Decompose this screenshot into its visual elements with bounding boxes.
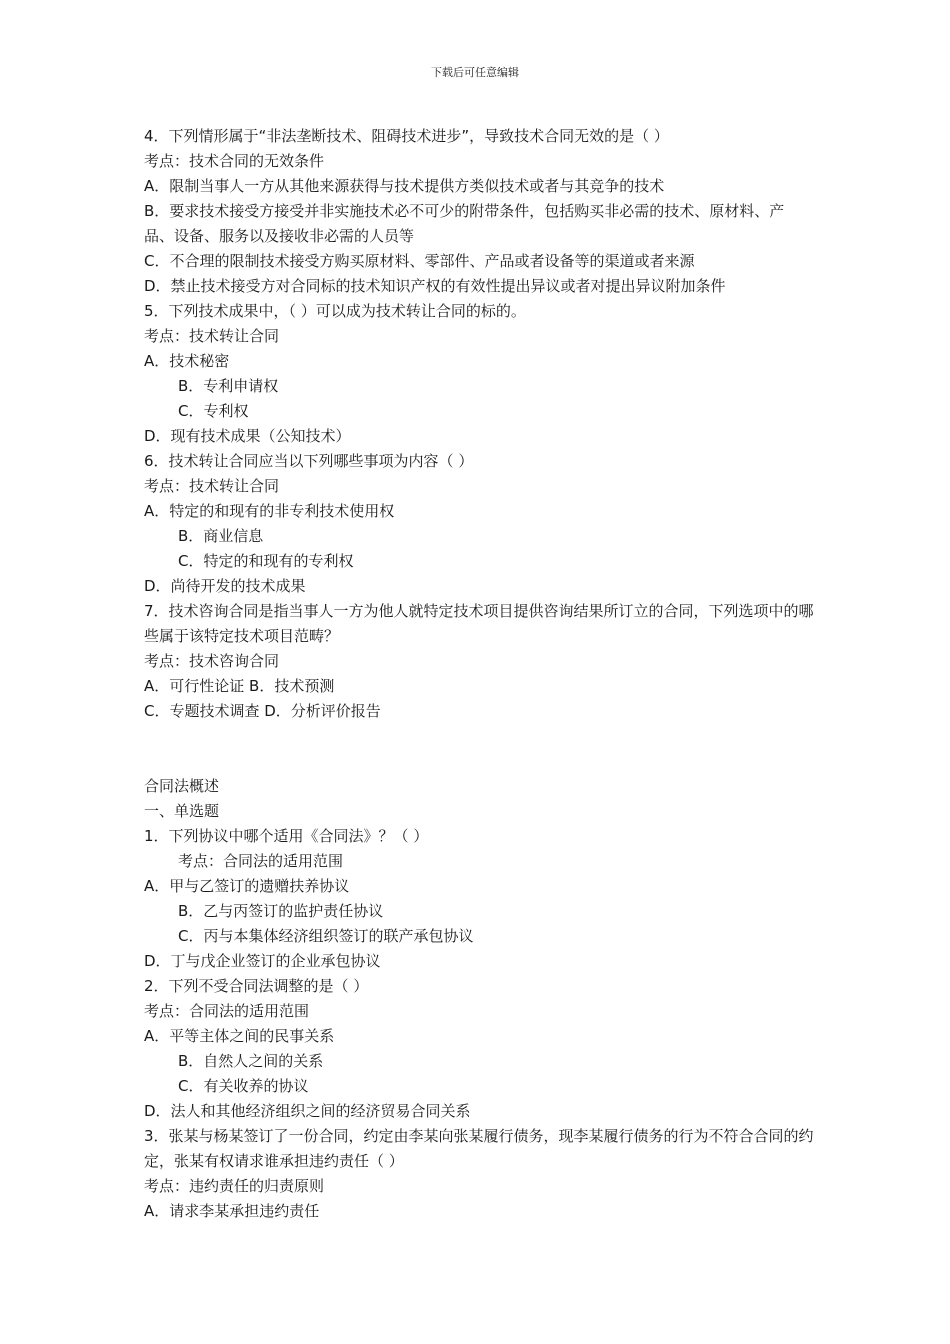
- option-b: B．要求技术接受方接受并非实施技术必不可少的附带条件，包括购买非必需的技术、原材料、产品、设备、服务以及接收非必需的人员等: [144, 202, 785, 245]
- question-3: 3．张某与杨某签订了一份合同，约定由李某向张某履行债务，现李某履行债务的行为不符合合同的约定，张某有权请求谁承担违约责任（ ）: [144, 1127, 814, 1170]
- question-6: 6．技术转让合同应当以下列哪些事项为内容（ ）: [144, 452, 474, 470]
- section-title: 合同法概述: [144, 777, 220, 795]
- option-d: D．现有技术成果（公知技术）: [144, 427, 351, 445]
- option-a: A．甲与乙签订的遗赠扶养协议: [144, 877, 350, 895]
- option-a: A．技术秘密: [144, 352, 230, 370]
- document-body: [144, 124, 814, 1224]
- option-c: C．丙与本集体经济组织签订的联产承包协议: [178, 927, 474, 945]
- option-a: A．平等主体之间的民事关系: [144, 1027, 335, 1045]
- option-c: C．不合理的限制技术接受方购买原材料、零部件、产品或者设备等的渠道或者来源: [144, 252, 695, 270]
- key-point: 考点：合同法的适用范围: [178, 852, 344, 870]
- option-d: D．丁与戊企业签订的企业承包协议: [144, 952, 381, 970]
- option-b: B．乙与丙签订的监护责任协议: [178, 902, 384, 920]
- option-cd: C．专题技术调查 D．分析评价报告: [144, 702, 381, 720]
- key-point: 考点：技术合同的无效条件: [144, 152, 325, 170]
- option-d: D．法人和其他经济组织之间的经济贸易合同关系: [144, 1102, 471, 1120]
- subsection-title: 一、单选题: [144, 802, 220, 820]
- question-5: 5．下列技术成果中，（ ）可以成为技术转让合同的标的。: [144, 302, 526, 320]
- question-7: 7．技术咨询合同是指当事人一方为他人就特定技术项目提供咨询结果所订立的合同，下列选项中的哪些属于该特定技术项目范畴？: [144, 602, 814, 645]
- key-point: 考点：技术咨询合同: [144, 652, 280, 670]
- section-spacer: [144, 724, 814, 774]
- option-c: C．特定的和现有的专利权: [178, 552, 354, 570]
- key-point: 考点：技术转让合同: [144, 327, 280, 345]
- option-a: A．请求李某承担违约责任: [144, 1202, 320, 1220]
- option-a: A．特定的和现有的非专利技术使用权: [144, 502, 395, 520]
- option-b: B．商业信息: [178, 527, 264, 545]
- option-b: B．自然人之间的关系: [178, 1052, 324, 1070]
- question-2: 2．下列不受合同法调整的是（ ）: [144, 977, 369, 995]
- key-point: 考点：合同法的适用范围: [144, 1002, 310, 1020]
- question-1: 1．下列协议中哪个适用《合同法》？（ ）: [144, 827, 429, 845]
- option-b: B．专利申请权: [178, 377, 279, 395]
- option-d: D．尚待开发的技术成果: [144, 577, 306, 595]
- option-a: A．限制当事人一方从其他来源获得与技术提供方类似技术或者与其竞争的技术: [144, 177, 665, 195]
- key-point: 考点：技术转让合同: [144, 477, 280, 495]
- page-header: 下载后可任意编辑: [431, 66, 519, 79]
- option-d: D．禁止技术接受方对合同标的技术知识产权的有效性提出异议或者对提出异议附加条件: [144, 277, 726, 295]
- option-c: C．专利权: [178, 402, 249, 420]
- question-4: 4．下列情形属于“非法垄断技术、阻碍技术进步”，导致技术合同无效的是（ ）: [144, 127, 669, 145]
- option-c: C．有关收养的协议: [178, 1077, 309, 1095]
- option-ab: A．可行性论证 B．技术预测: [144, 677, 335, 695]
- key-point: 考点：违约责任的归责原则: [144, 1177, 325, 1195]
